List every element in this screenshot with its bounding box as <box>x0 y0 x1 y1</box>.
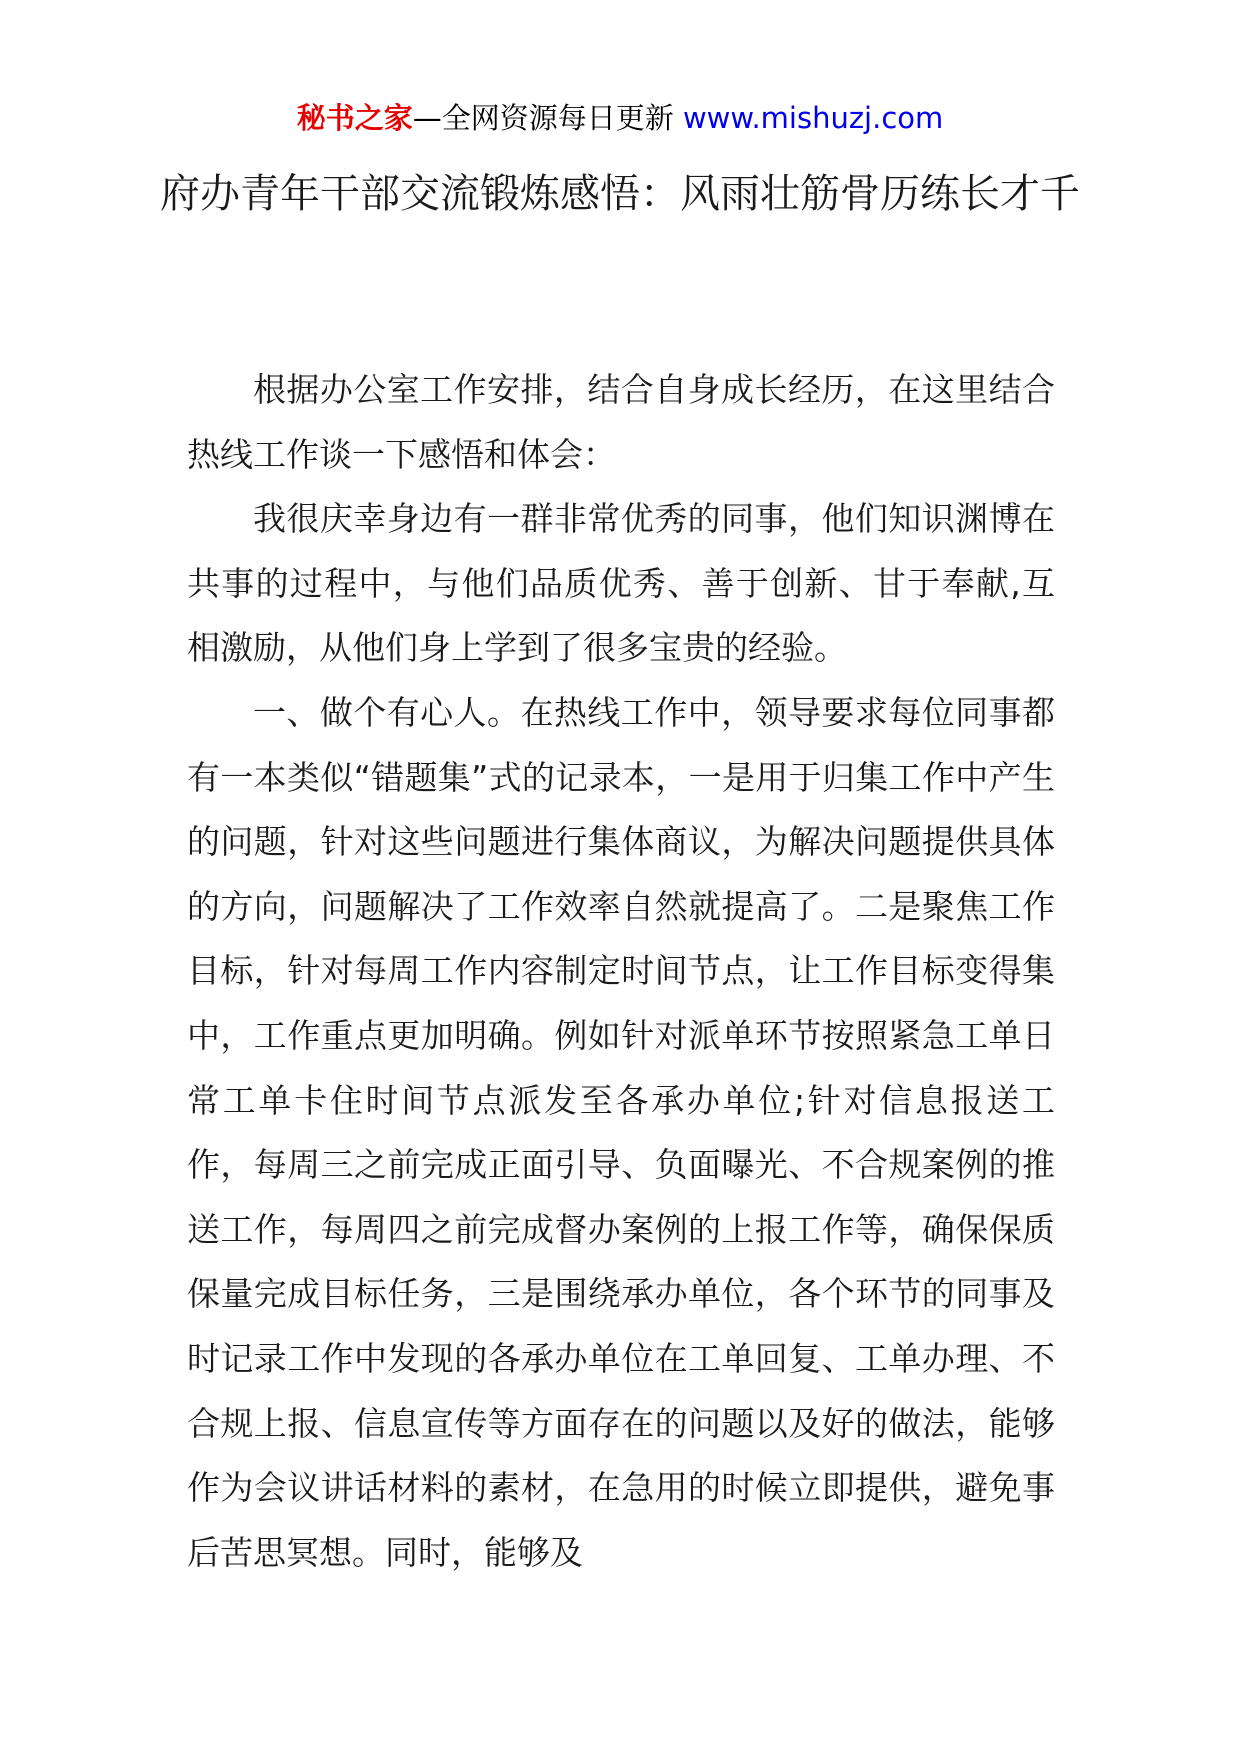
header-tagline: —全网资源每日更新 <box>412 101 683 135</box>
document-title: 府办青年干部交流锻炼感悟：风雨壮筋骨历练长才千 <box>160 171 1080 217</box>
paragraph: 根据办公室工作安排，结合自身成长经历，在这里结合热线工作谈一下感悟和体会： <box>187 370 1055 474</box>
site-header <box>0 98 1240 138</box>
document-body <box>187 358 1055 1585</box>
paragraph: 我很庆幸身边有一群非常优秀的同事，他们知识渊博在共事的过程中，与他们品质优秀、善于创新、甘于奉献,互相激励，从他们身上学到了很多宝贵的经验。 <box>187 499 1055 668</box>
site-url-link[interactable]: www.mishuzj.com <box>682 101 944 135</box>
brand-name: 秘书之家 <box>296 101 413 135</box>
paragraph: 一、做个有心人。在热线工作中，领导要求每位同事都有一本类似“错题集”式的记录本，一是用于归集工作中产生的问题，针对这些问题进行集体商议，为解决问题提供具体的方向，问题解决了工作效率自然就提高了。二是聚焦工作目标，针对每周工作内容制定时间节点，让工作目标变得集中，工作重点更加明确。例如针对派单环节按照紧急工单日常工单卡住时间节点派发至各承办单位;针对信息报送工作，每周三之前完成正面引导、负面曝光、不合规案例的推送工作，每周四之前完成督办案例的上报工作等，确保保质保量完成目标任务，三是围绕承办单位，各个环节的同事及时记录工作中发现的各承办单位在工单回复、工单办理、不合规上报、信息宣传等方面存在的问题以及好的做法，能够作为会议讲话材料的素材，在急用的时候立即提供，避免事后苦思冥想。同时，能够及 <box>187 692 1055 1572</box>
